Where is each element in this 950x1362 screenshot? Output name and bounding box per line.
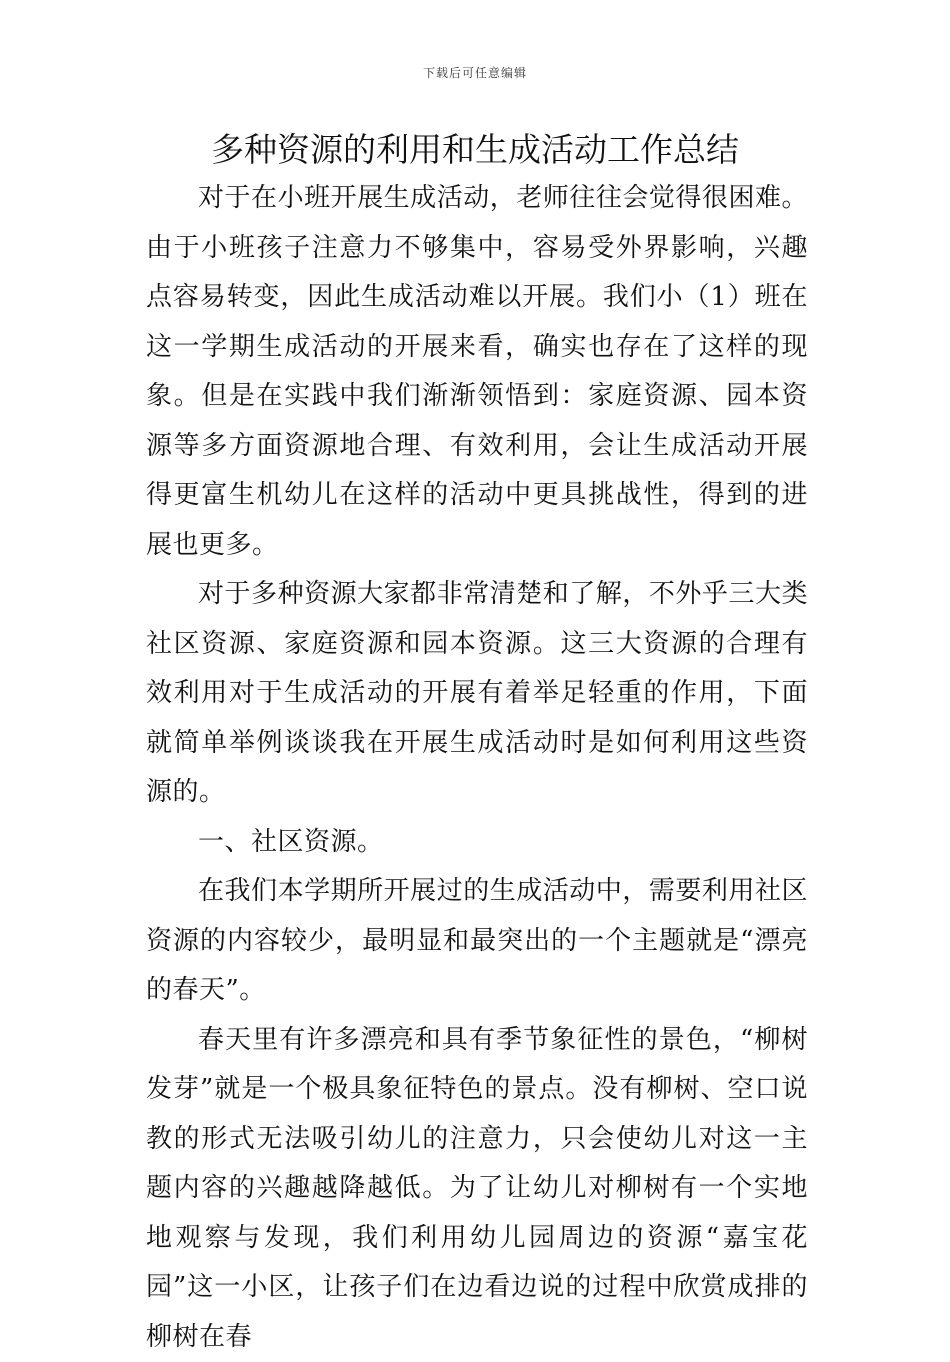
document-title: 多种资源的利用和生成活动工作总结 bbox=[0, 126, 950, 174]
paragraph-resources-overview: 对于多种资源大家都非常清楚和了解，不外乎三大类社区资源、家庭资源和园本资源。这三大资源的合理有效利用对于生成活动的开展有着举足轻重的作用，下面就简单举例谈谈我在开展生成活动时是如何利用这些资源的。 bbox=[146, 570, 808, 818]
paragraph-community-resources: 在我们本学期所开展过的生成活动中，需要利用社区资源的内容较少，最明显和最突出的一个主题就是“漂亮的春天”。 bbox=[146, 867, 808, 1016]
section-heading-community: 一、社区资源。 bbox=[146, 818, 808, 868]
header-note: 下载后可任意编辑 bbox=[0, 64, 950, 81]
document-body bbox=[146, 174, 808, 1362]
paragraph-intro: 对于在小班开展生成活动，老师往往会觉得很困难。由于小班孩子注意力不够集中，容易受外界影响，兴趣点容易转变，因此生成活动难以开展。我们小（1）班在这一学期生成活动的开展来看，确实也存在了这样的现象。但是在实践中我们渐渐领悟到：家庭资源、园本资源等多方面资源地合理、有效利用，会让生成活动开展得更富生机幼儿在这样的活动中更具挑战性，得到的进展也更多。 bbox=[146, 174, 808, 570]
paragraph-spring-willow: 春天里有许多漂亮和具有季节象征性的景色，“柳树发芽”就是一个极具象征特色的景点。没有柳树、空口说教的形式无法吸引幼儿的注意力，只会使幼儿对这一主题内容的兴趣越降越低。为了让幼儿对柳树有一个实地地观察与发现，我们利用幼儿园周边的资源“嘉宝花园”这一小区，让孩子们在边看边说的过程中欣赏成排的柳树在春 bbox=[146, 1016, 808, 1362]
